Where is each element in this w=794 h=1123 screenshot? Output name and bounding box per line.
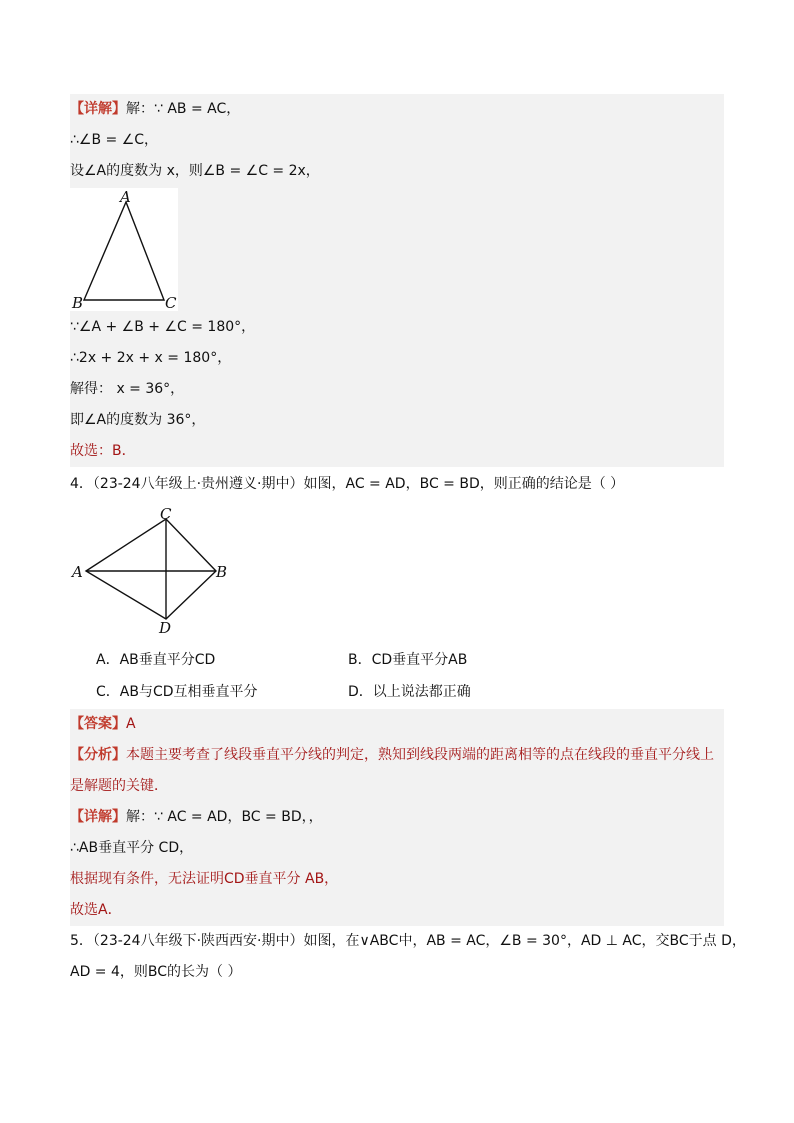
vertex-label-c: C xyxy=(165,294,177,311)
vertex-label-b: B xyxy=(216,563,228,581)
vertex-label-c: C xyxy=(160,505,172,523)
analysis-tag: 【分析】 xyxy=(70,747,126,763)
option-d[interactable]: D．以上说法都正确 xyxy=(348,684,471,700)
question-5-text-1: 5．（23-24八年级下·陕西西安·期中）如图，在∨ABC中，AB = AC，∠B = 30°，AD ⊥ AC，交BC于点 D， xyxy=(70,933,746,949)
q4-detail-tag: 【详解】 xyxy=(70,809,126,825)
answer-value: A xyxy=(126,716,136,732)
analysis-text-2: 是解题的关键． xyxy=(70,778,168,794)
answer-line xyxy=(70,709,724,740)
triangle-diagram xyxy=(70,188,178,311)
option-a[interactable]: A．AB垂直平分CD xyxy=(96,652,216,668)
detail-text-7: 即∠A的度数为 36°， xyxy=(70,412,206,428)
detail-tag: 【详解】 xyxy=(70,101,126,117)
option-c[interactable]: C．AB与CD互相垂直平分 xyxy=(96,684,258,700)
q4-detail-text-4: 故选A． xyxy=(70,902,122,918)
vertex-label-a: A xyxy=(72,563,83,581)
question-4-stem xyxy=(70,469,724,500)
detail-line-1 xyxy=(70,94,724,125)
analysis-line-1 xyxy=(70,740,724,771)
vertex-label-d: D xyxy=(159,619,172,637)
q4-detail-text-2: ∴AB垂直平分 CD， xyxy=(70,840,194,856)
kite-figure xyxy=(70,505,240,637)
detail-line-8 xyxy=(70,436,724,467)
detail-text-4: ∵∠A + ∠B + ∠C = 180°， xyxy=(70,319,256,335)
answer-tag: 【答案】 xyxy=(70,716,126,732)
vertex-label-a: A xyxy=(120,188,131,206)
q4-detail-line-3 xyxy=(70,864,724,895)
analysis-line-2 xyxy=(70,771,724,802)
detail-line-5 xyxy=(70,343,724,374)
detail-line-4 xyxy=(70,312,724,343)
question-5-stem-2 xyxy=(70,957,724,988)
kite-diagram xyxy=(70,505,240,637)
option-b[interactable]: B．CD垂直平分AB xyxy=(348,652,468,668)
q4-detail-line-4 xyxy=(70,895,724,926)
detail-text-3: 设∠A的度数为 x，则∠B = ∠C = 2x， xyxy=(70,163,320,179)
detail-text-2: ∴∠B = ∠C， xyxy=(70,132,159,148)
q4-detail-line-2 xyxy=(70,833,724,864)
detail-line-7 xyxy=(70,405,724,436)
question-5-text-2: AD = 4，则BC的长为（ ） xyxy=(70,964,242,980)
q4-detail-text-3: 根据现有条件，无法证明CD垂直平分 AB， xyxy=(70,871,339,887)
detail-text-1: 解：∵ AB = AC， xyxy=(126,101,241,117)
triangle-figure xyxy=(70,188,178,311)
detail-text-6: 解得： x = 36°， xyxy=(70,381,185,397)
analysis-text-1: 本题主要考查了线段垂直平分线的判定，熟知到线段两端的距离相等的点在线段的垂直平分线上 xyxy=(126,747,714,763)
triangle-abc xyxy=(84,202,164,300)
detail-line-2 xyxy=(70,125,724,156)
detail-text-5: ∴2x + 2x + x = 180°， xyxy=(70,350,232,366)
q4-detail-text-1: 解：∵ AC = AD，BC = BD，， xyxy=(126,809,323,825)
detail-line-3 xyxy=(70,156,724,187)
detail-text-8: 故选：B． xyxy=(70,443,136,459)
quadrilateral-acbd xyxy=(86,519,216,619)
question-5-stem-1 xyxy=(70,926,746,957)
vertex-label-b: B xyxy=(72,294,84,311)
q4-detail-line-1 xyxy=(70,802,724,833)
question-4-text: 4．（23-24八年级上·贵州遵义·期中）如图，AC = AD，BC = BD，则正确的结论是（ ） xyxy=(70,476,625,492)
detail-line-6 xyxy=(70,374,724,405)
